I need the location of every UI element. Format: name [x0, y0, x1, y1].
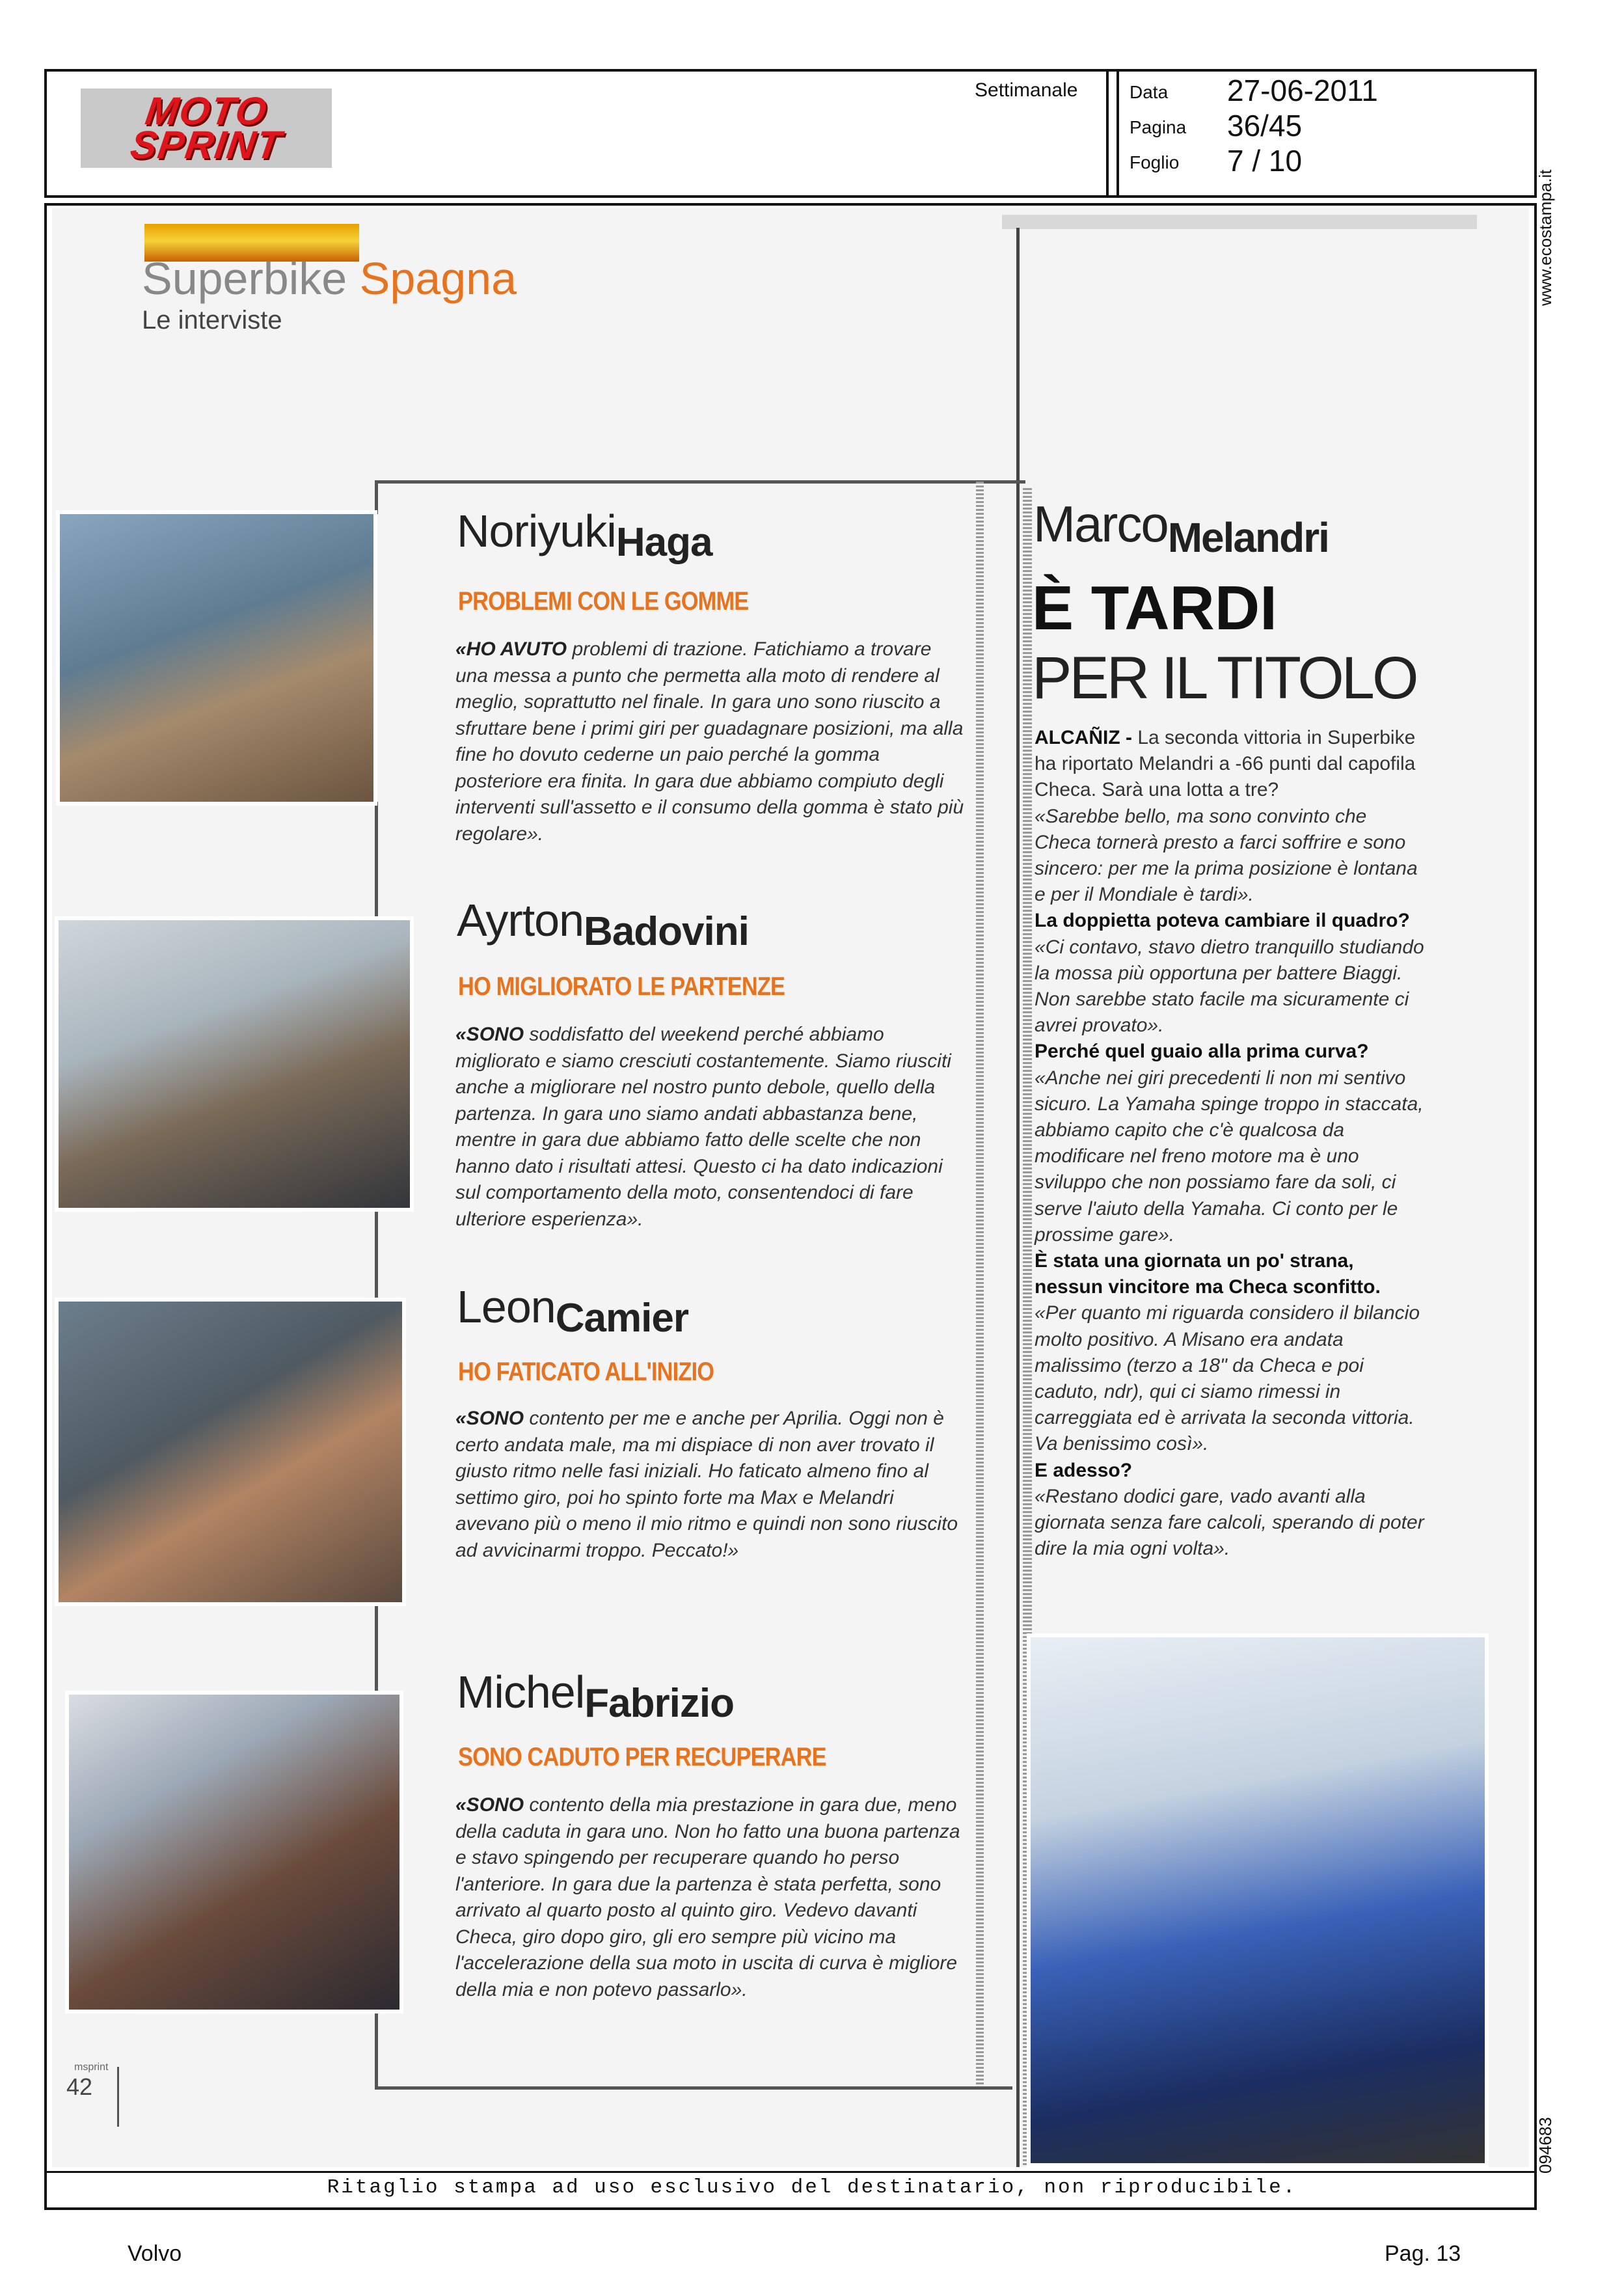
answer: «Ci contavo, stavo dietro tranquillo studiando la mossa più opportuna per battere Biaggi. Non sarebbe stato facile ma sicuramente ci avrei provato». — [1035, 936, 1424, 1037]
photo-camier — [55, 1298, 406, 1606]
section-title-part-2: Spagna — [359, 253, 517, 304]
sheet-label: Foglio — [1130, 152, 1180, 172]
melandri-headline-2: PER IL TITOLO — [1032, 645, 1416, 711]
bracket-line — [375, 480, 378, 514]
clipping-code: 094683 — [1536, 2117, 1555, 2174]
melandri-interview — [1035, 725, 1425, 1563]
last-name: Melandri — [1167, 514, 1329, 561]
body-text: soddisfatto del weekend perché abbiamo migliorato e siamo cresciuti costantemente. Siamo riusciti anche a migliorare nel nostro punto debole, quello della partenza. In gara uno siamo andati abbastanza bene, mentre in gara due abbiamo fatto delle scelte che non hanno dato i risultati attesi. Questo ci ha dato indicazioni sul comportamento della moto, consentendoci di fare ulteriore esperienza». — [455, 1024, 951, 1230]
first-name: Ayrton — [457, 895, 584, 946]
interview-body — [455, 1022, 967, 1233]
answer: «Restano dodici gare, vado avanti alla giornata senza fare calcoli, sperando di poter dire la mia ogni volta». — [1035, 1485, 1424, 1560]
header-divider — [1116, 69, 1119, 198]
photo-haga — [56, 510, 377, 806]
page-label: Pagina — [1130, 117, 1187, 137]
bracket-line — [375, 2086, 1012, 2090]
magazine-page-number: 42 — [66, 2073, 93, 2100]
logo-line-2: SPRINT — [128, 123, 285, 167]
interview-headline: HO FATICATO ALL'INIZIO — [458, 1358, 714, 1386]
client-name: Volvo — [128, 2241, 182, 2266]
clipping-notice: Ritaglio stampa ad uso esclusivo del destinatario, non riproducibile. — [327, 2176, 1297, 2199]
interview-headline: HO MIGLIORATO LE PARTENZE — [458, 972, 785, 1001]
interview-headline: PROBLEMI CON LE GOMME — [458, 587, 749, 616]
first-name: Michel — [457, 1667, 585, 1717]
bracket-line — [375, 480, 1025, 484]
body-lead: «HO AVUTO — [455, 638, 567, 660]
body-lead: «SONO — [455, 1024, 524, 1045]
photo-badovini — [55, 916, 414, 1212]
last-name: Haga — [616, 520, 712, 565]
magazine-brand: msprint — [74, 2062, 109, 2073]
last-name: Fabrizio — [584, 1681, 734, 1726]
body-text: contento per me e anche per Aprilia. Oggi non è certo andata male, ma mi dispiace di non aver trovato il giusto ritmo nelle fasi iniziali. Ho faticato almeno fino al settimo giro, poi ho spinto forte ma Max e Melandri avevano più o meno il mio ritmo e quindi non sono riuscito ad avvicinarmi troppo. Peccato!» — [455, 1408, 958, 1561]
lead-text: La seconda vittoria in Superbike ha riportato Melandri a -66 punti dal capofila Checa. Sarà una lotta a tre? — [1035, 727, 1416, 801]
header-divider — [1106, 69, 1109, 198]
bracket-shadow — [976, 482, 984, 2086]
page-value: 36/45 — [1227, 109, 1303, 143]
first-name: Marco — [1033, 495, 1168, 553]
bracket-line — [375, 2011, 378, 2089]
melandri-lead — [1035, 725, 1425, 804]
first-name: Noriyuki — [457, 506, 616, 556]
document-page: Pag. 13 — [1385, 2241, 1461, 2266]
question: La doppietta poteva cambiare il quadro? — [1035, 910, 1410, 932]
logo-line-1: MOTO — [142, 89, 271, 133]
interview-body — [455, 636, 967, 847]
body-text: contento della mia prestazione in gara due, meno della caduta in gara uno. Non ho fatto una buona partenza e stavo spingendo per recuperare quando ho perso l'anteriore. In gara due la partenza è stata perfetta, sono arrivato al quarto posto al quinto giro. Vedevo davanti Checa, giro dopo giro, gli ero sempre più vicino ma l'accelerazione della sua moto in uscita di curva è migliore della mia e non potevo passarlo». — [455, 1794, 960, 2000]
last-name: Badovini — [584, 909, 749, 954]
melandri-headline-1: È TARDI — [1032, 573, 1277, 643]
photo-fabrizio — [65, 1691, 403, 2013]
sheet-value: 7 / 10 — [1227, 144, 1303, 178]
section-title-part-1: Superbike — [142, 253, 347, 304]
publication-frequency: Settimanale — [975, 79, 1078, 101]
section-title — [142, 252, 517, 305]
date-label: Data — [1130, 82, 1169, 102]
bracket-line — [375, 1208, 378, 1300]
column-divider — [1016, 228, 1020, 2167]
motosprint-logo — [81, 89, 332, 168]
page-number-rule — [117, 2067, 119, 2127]
answer: «Sarebbe bello, ma sono convinto che Checa tornerà presto a farci soffrire e sono sincero: per me la prima posizione è lontana e per il Mondiale è tardi». — [1035, 805, 1418, 906]
date-value: 27-06-2011 — [1227, 74, 1378, 107]
interview-body — [455, 1792, 967, 2003]
dateline: ALCAÑIZ - — [1035, 727, 1132, 748]
photo-melandri — [1027, 1633, 1489, 2167]
question: È stata una giornata un po' strana, nessun vincitore ma Checa sconfitto. — [1035, 1250, 1381, 1298]
interview-name — [457, 1281, 688, 1341]
footer-rule — [47, 2171, 1534, 2173]
answer: «Per quanto mi riguarda considero il bilancio molto positivo. A Misano era andata malissimo (terzo a 18" da Checa e poi caduto, ndr), qui ci siamo rimessi in carreggiata ed è arrivata la seconda vittoria. Va benissimo così». — [1035, 1302, 1420, 1455]
source-url: www.ecostampa.it — [1536, 169, 1555, 306]
bracket-line — [375, 1602, 378, 1693]
body-text: problemi di trazione. Fatichiamo a trovare una messa a punto che permetta alla moto di rendere al meglio, soprattutto nel finale. In gara uno sono riuscito a sfruttare bene i primi giri per guadagnare posizioni, ma alla fine ho dovuto cederne un paio perché la gomma posteriore era finita. In gara due abbiamo compiuto degli interventi sull'assetto e il consumo della gomma è stato più regolare». — [455, 638, 964, 845]
top-strip — [1002, 215, 1477, 229]
answer: «Anche nei giri precedenti li non mi sentivo sicuro. La Yamaha spinge troppo in staccata, abbiamo capito che c'è qualcosa da modificare nel freno motore ma è uno sviluppo che non possiamo fare da soli, ci serve l'aiuto della Yamaha. Ci conto per le prossime gare». — [1035, 1067, 1424, 1246]
interview-name — [457, 505, 712, 565]
bracket-line — [375, 802, 378, 919]
interview-body — [455, 1406, 967, 1564]
body-lead: «SONO — [455, 1794, 524, 1816]
last-name: Camier — [555, 1296, 688, 1341]
interview-name — [457, 1666, 734, 1726]
first-name: Leon — [457, 1281, 556, 1332]
interview-headline: SONO CADUTO PER RECUPERARE — [458, 1743, 826, 1771]
melandri-name — [1033, 495, 1329, 561]
section-subtitle: Le interviste — [142, 306, 282, 334]
body-lead: «SONO — [455, 1408, 524, 1429]
interview-name — [457, 894, 749, 954]
question: E adesso? — [1035, 1459, 1133, 1481]
question: Perché quel guaio alla prima curva? — [1035, 1041, 1369, 1063]
